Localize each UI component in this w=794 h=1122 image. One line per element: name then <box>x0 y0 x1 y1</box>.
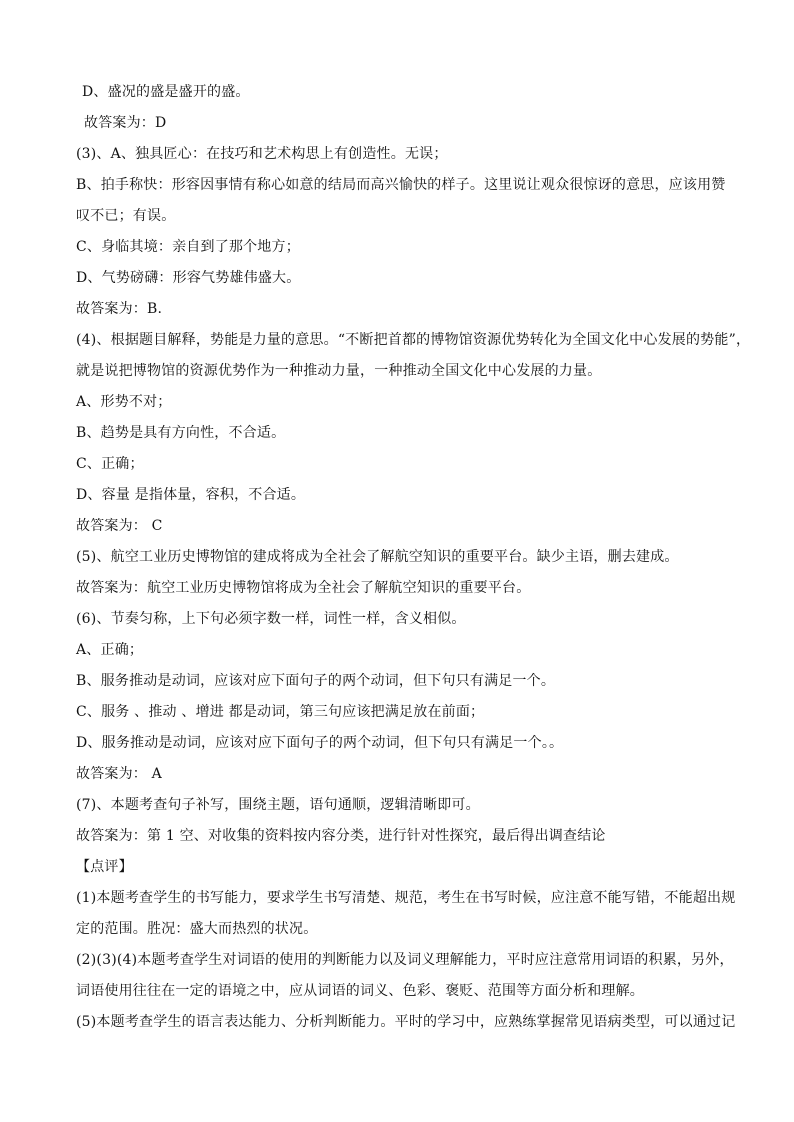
text-line: D、服务推动是动词，应该对应下面句子的两个动词，但下句只有满足一个。。 <box>76 735 564 751</box>
text-line: 故答案为： C <box>76 518 163 534</box>
text-line: 故答案为： A <box>76 766 162 782</box>
text-line: B、趋势是具有方向性，不合适。 <box>76 425 286 441</box>
text-line: 故答案为：第 1 空、对收集的资料按内容分类，进行针对性探究，最后得出调查结论 <box>76 828 606 844</box>
text-line: (5)、航空工业历史博物馆的建成将成为全社会了解航空知识的重要平台。缺少主语，删去建成。 <box>76 549 679 565</box>
text-line: (4)、根据题目解释，势能是力量的意思。“不断把首都的博物馆资源优势转化为全国文化中心发展的势能”， <box>76 332 751 348</box>
text-line: C、正确； <box>76 456 144 472</box>
section-heading: 【点评】 <box>76 859 133 875</box>
text-line: 叹不已；有误。 <box>76 208 176 224</box>
text-line: (2)(3)(4)本题考查学生对词语的使用的判断能力以及词义理解能力，平时应注意常用词语的积累，另外， <box>76 952 734 968</box>
text-line: B、服务推动是动词，应该对应下面句子的两个动词，但下句只有满足一个。 <box>76 673 556 689</box>
text-line: D、盛况的盛是盛开的盛。 <box>82 84 250 100</box>
text-line: A、形势不对； <box>76 394 172 410</box>
text-line: (3)、A、独具匠心：在技巧和艺术构思上有创造性。无误； <box>76 146 448 162</box>
text-line: A、正确； <box>76 642 144 658</box>
text-line: D、气势磅礴：形容气势雄伟盛大。 <box>76 270 301 286</box>
text-line: 定的范围。胜况：盛大而热烈的状况。 <box>76 921 318 937</box>
text-line: (7)、本题考查句子补写，围绕主题，语句通顺，逻辑清晰即可。 <box>76 797 480 813</box>
text-line: (1)本题考查学生的书写能力，要求学生书写清楚、规范，考生在书写时候，应注意不能写错，不能超出规 <box>76 890 736 906</box>
text-line: C、身临其境：亲自到了那个地方； <box>76 239 300 255</box>
text-line: (5)本题考查学生的语言表达能力、分析判断能力。平时的学习中，应熟练掌握常见语病类型，可以通过记 <box>76 1014 736 1030</box>
text-line: 故答案为：B. <box>76 301 163 317</box>
text-line: 词语使用往往在一定的语境之中，应从词语的词义、色彩、褒贬、范围等方面分析和理解。 <box>76 983 644 999</box>
text-line: C、服务 、推动 、增进 都是动词，第三句应该把满足放在前面； <box>76 704 485 720</box>
text-line: 故答案为：D <box>84 115 167 131</box>
text-line: D、容量 是指体量，容积，不合适。 <box>76 487 306 503</box>
text-line: B、拍手称快：形容因事情有称心如意的结局而高兴愉快的样子。这里说让观众很惊讶的意思，应该用赞 <box>76 177 726 193</box>
text-line: 故答案为：航空工业历史博物馆将成为全社会了解航空知识的重要平台。 <box>76 580 531 596</box>
text-line: (6)、节奏匀称，上下句必须字数一样，词性一样，含义相似。 <box>76 611 466 627</box>
text-line: 就是说把博物馆的资源优势作为一种推动力量，一种推动全国文化中心发展的力量。 <box>76 363 602 379</box>
